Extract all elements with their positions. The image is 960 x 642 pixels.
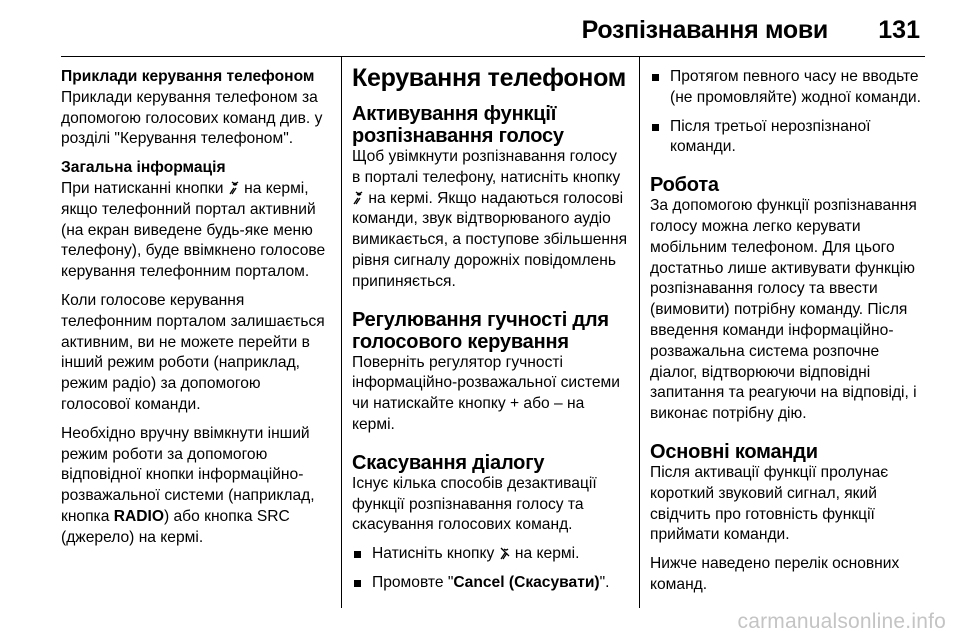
section-title: Керування телефоном: [352, 64, 626, 92]
general-info-paragraph: [61, 179, 333, 283]
voice-control-icon: [352, 191, 364, 205]
general-info-text-start: При натисканні кнопки: [61, 179, 228, 197]
list-item: [650, 67, 930, 109]
cancel-command-label: Cancel (Скасувати): [453, 573, 600, 591]
cancel-paragraph: Існує кілька способів дезактивації функції розпізнавання голосу та скасування голосових команд.: [352, 474, 597, 534]
bullet-text-end: на кермі.: [510, 545, 580, 563]
activate-paragraph: [352, 147, 628, 293]
bullet-text-start: Натисніть кнопку: [372, 545, 499, 563]
examples-paragraph: Приклади керування телефоном за допомогою голосових команд див. у розділі "Керування телефоном".: [61, 88, 323, 148]
manual-switch-text-start: Необхідно вручну ввімкнути інший режим роботи за допомогою відповідної кнопки інформаційно-розважальної системи (наприклад, кнопка: [61, 424, 315, 525]
manual-switch-paragraph: [61, 424, 333, 549]
bullet-text: Після третьої нерозпізнаної команди.: [670, 117, 871, 156]
header-rule: [61, 56, 925, 57]
general-info-text-end: на кермі, якщо телефонний портал активний (на екран виведене будь-яке меню телефону), буде ввімкнено голосове керування телефонним порталом.: [61, 179, 326, 281]
cancel-heading: Скасування діалогу: [352, 451, 545, 474]
column-right: [650, 67, 930, 604]
bullet-text-end: ".: [599, 573, 610, 591]
list-item: [352, 573, 628, 594]
list-item: [352, 544, 628, 565]
activate-heading: Активування функції розпізнавання голосу: [352, 103, 564, 147]
list-item: [650, 117, 930, 159]
page-title: Розпізнавання мови: [581, 16, 828, 44]
column-left: [61, 67, 333, 557]
basic-commands-list-intro: Нижче наведено перелік основних команд.: [650, 555, 900, 593]
watermark: carmanualsonline.info: [737, 610, 946, 633]
basic-commands-heading: Основні команди: [650, 440, 818, 463]
bullet-square: [652, 124, 659, 131]
voice-control-icon: [228, 181, 240, 195]
volume-heading: Регулювання гучності для голосового керування: [352, 308, 609, 353]
phone-portal-paragraph: Коли голосове керування телефонним порталом залишається активним, ви не можете перейти в інший режим роботи (наприклад, режим радіо) за допомогою голосової команди.: [61, 291, 325, 413]
bullet-text-start: Промовте ": [372, 573, 454, 591]
examples-heading: Приклади керування телефоном: [61, 68, 315, 85]
column-divider-left: [341, 56, 342, 608]
work-paragraph: За допомогою функції розпізнавання голосу можна легко керувати мобільним телефоном. Для цього достатньо лише активувати функцію розпізнавання голосу та ввести (вимовити) потрібну команду. Після введення команди інформаційно-розважальна система розпочне діалог, відтворюючи відповідні запитання та реагуючи на відповіді, і виконає потрібну дію.: [650, 197, 917, 423]
page-header: [0, 0, 960, 56]
column-divider-right: [639, 56, 640, 608]
column-middle: [352, 63, 628, 602]
manual-switch-text-end: ) або кнопка SRC (джерело) на кермі.: [61, 507, 290, 546]
volume-paragraph: Поверніть регулятор гучності інформаційно-розважальної системи чи натискайте кнопку + або – на кермі.: [352, 353, 620, 433]
radio-button-label: RADIO: [113, 507, 164, 525]
work-heading: Робота: [650, 174, 719, 197]
basic-commands-paragraph: Після активації функції пролунає короткий звуковий сигнал, який свідчить про готовність функції приймати команди.: [650, 463, 889, 544]
voice-cancel-icon: [499, 546, 511, 560]
bullet-square: [354, 551, 361, 558]
page-number: 131: [878, 16, 920, 44]
general-info-heading: Загальна інформація: [61, 159, 226, 177]
activate-text-start: Щоб увімкнути розпізнавання голосу в порталі телефону, натисніть кнопку: [352, 148, 621, 186]
bullet-square: [354, 580, 361, 587]
bullet-square: [652, 74, 659, 81]
activate-text-end: на кермі. Якщо надаються голосові команди, звук відтворюваного аудіо вимикається, а поступове збільшення рівня сигналу дорожніх повідомлень припиняється.: [352, 189, 628, 290]
bullet-text: Протягом певного часу не вводьте (не промовляйте) жодної команди.: [670, 68, 921, 106]
